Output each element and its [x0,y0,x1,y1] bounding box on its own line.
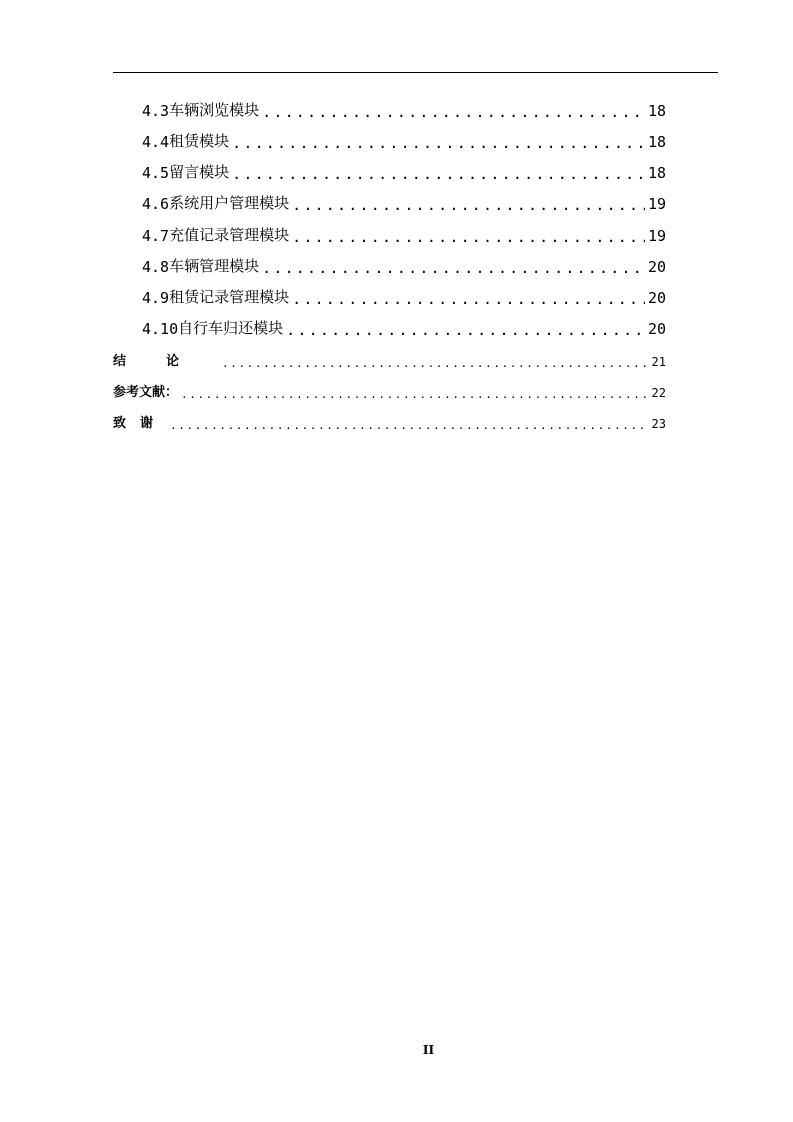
toc-entry-page: 20 [647,258,666,276]
toc-entry-page: 23 [651,417,666,431]
toc-entry-page: 19 [647,227,666,245]
toc-leader-dots [181,389,649,400]
toc-entry-4-6[interactable] [142,193,666,213]
toc-entry-title: 留言模块 [169,163,230,181]
toc-entry-number: 4.9 [142,289,170,307]
toc-entry-4-8[interactable] [142,256,666,276]
toc-entry-page: 18 [647,164,666,182]
toc-entry-4-3[interactable] [142,100,666,120]
toc-leader-dots [262,105,645,120]
toc-leader-dots [286,323,645,338]
toc-entry-number: 4.10 [142,320,179,338]
toc-entry-number: 4.7 [142,227,170,245]
toc-entry-title: 充值记录管理模块 [169,226,290,244]
toc-entry-page: 19 [647,195,666,213]
toc-entry-title: 系统用户管理模块 [169,194,290,212]
toc-entry-page: 20 [647,289,666,307]
toc-leader-dots [170,420,649,431]
toc-entry-4-7[interactable] [142,225,666,245]
toc-entry-conclusion[interactable] [113,351,666,369]
toc-leader-dots [292,292,645,307]
toc-entry-title: 租赁模块 [169,132,230,150]
toc-entry-4-9[interactable] [142,287,666,307]
toc-entry-number: 4.3 [142,102,170,120]
toc-entry-page: 18 [647,102,666,120]
toc-entry-page: 20 [647,320,666,338]
toc-entry-title: 致谢 [113,416,168,431]
toc-leader-dots [292,230,645,245]
toc-entry-references[interactable] [113,382,666,400]
toc-entry-number: 4.5 [142,164,170,182]
toc-entry-title: 车辆浏览模块 [169,101,260,119]
toc-entry-number: 4.8 [142,258,170,276]
toc-entry-page: 18 [647,133,666,151]
toc-entry-title: 参考文献： [113,385,179,400]
toc-entry-title: 租赁记录管理模块 [169,288,290,306]
toc-leader-dots [232,136,645,151]
toc-entry-number: 4.4 [142,133,170,151]
toc-leader-dots [292,198,645,213]
toc-entry-title: 自行车归还模块 [178,319,284,337]
toc-leader-dots [262,261,645,276]
toc-entry-title: 车辆管理模块 [169,257,260,275]
toc-entry-page: 22 [651,386,666,400]
toc-entry-4-4[interactable] [142,131,666,151]
toc-entry-page: 21 [651,355,666,369]
toc-entry-4-10[interactable] [142,318,666,338]
toc-entry-number: 4.6 [142,195,170,213]
toc-leader-dots [232,167,645,182]
toc-entry-title: 结论 [113,354,220,369]
toc-leader-dots [222,358,649,369]
toc-entry-acknowledgements[interactable] [113,413,666,431]
toc-entry-4-5[interactable] [142,162,666,182]
page-number: II [422,1043,435,1057]
